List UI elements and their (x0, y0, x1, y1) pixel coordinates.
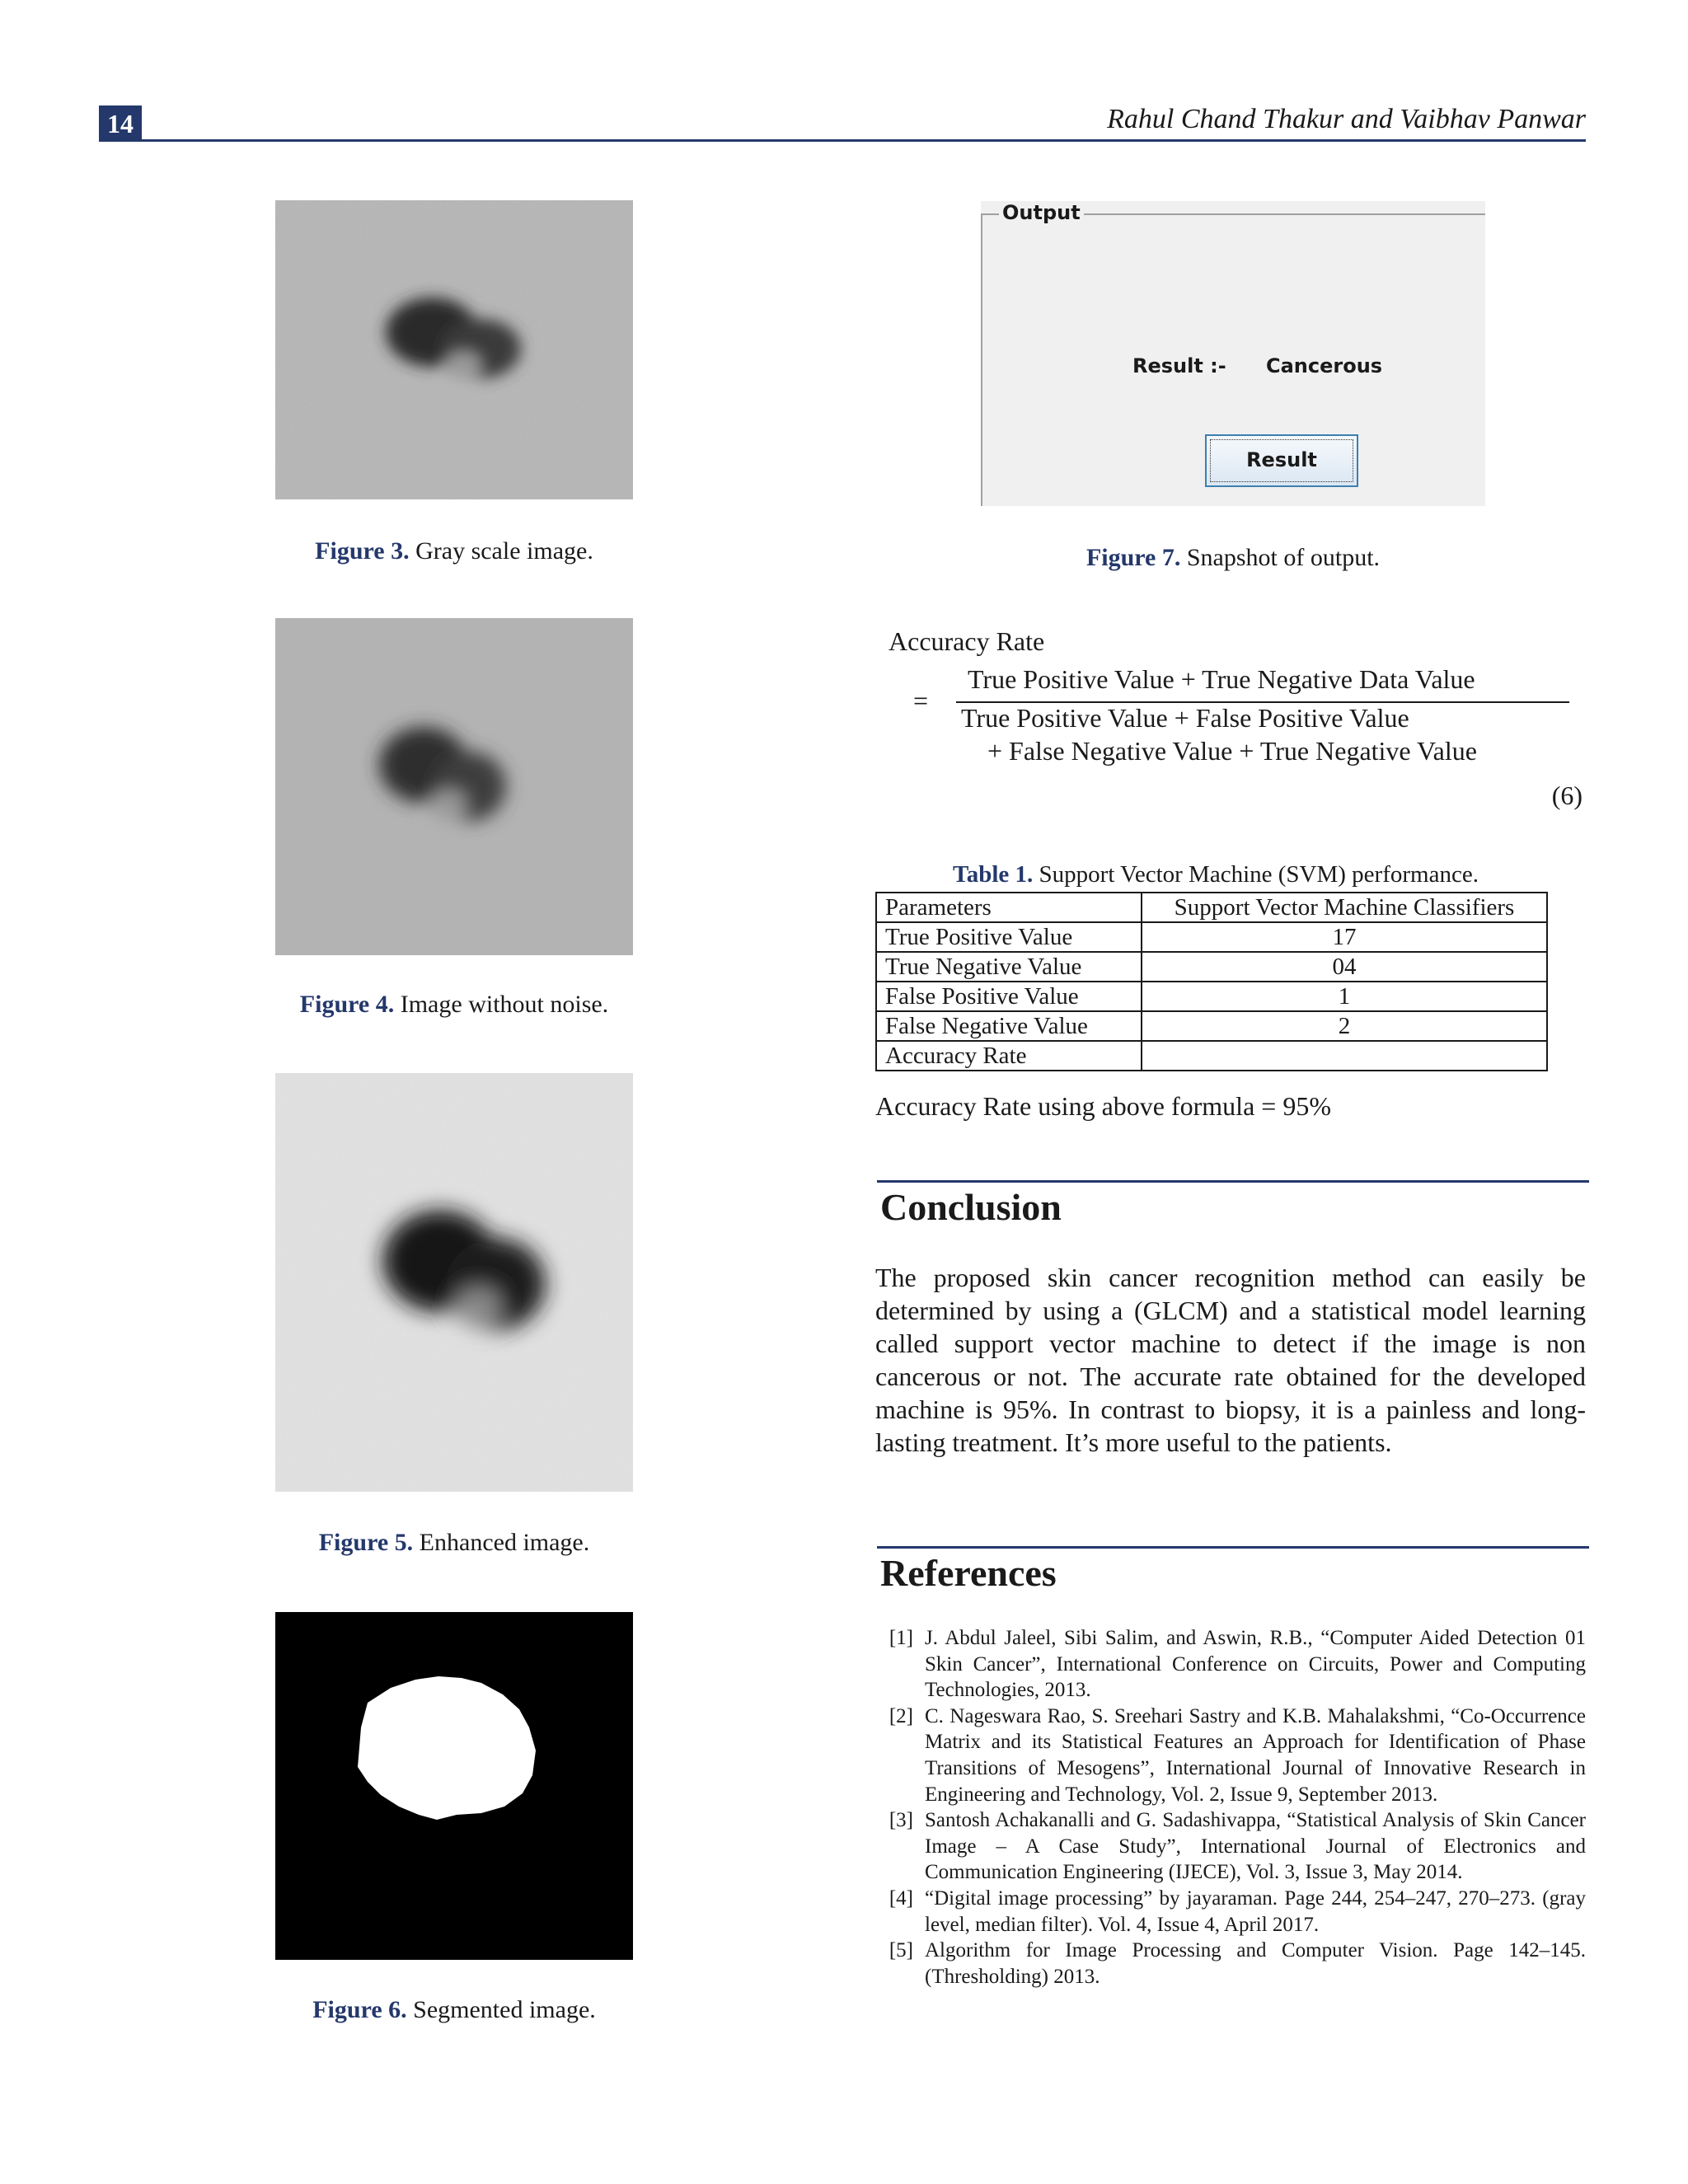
equation-numerator: True Positive Value + True Negative Data Value (968, 664, 1475, 694)
equation-equals-sign: = (913, 686, 929, 715)
equation-lhs: Accuracy Rate (889, 626, 1045, 656)
figure-5-enhanced-image (275, 1073, 633, 1492)
figure-6-caption-text: Segmented image. (413, 1996, 596, 2023)
reference-number: [2] (889, 1704, 913, 1727)
figure-5-caption (275, 1529, 633, 1557)
equation-denominator-line-1: True Positive Value + False Positive Value (961, 703, 1409, 733)
references-rule (877, 1546, 1589, 1549)
reference-item (875, 1625, 1586, 1704)
figure-5-label: Figure 5. (318, 1529, 414, 1556)
conclusion-paragraph: The proposed skin cancer recognition method can easily be determined by using a (GLCM) and a statistical model learning called support vector machine to detect if the image is non cancerous or not. The accurate rate obtained for the developed machine is 95%. In contrast to biopsy, it is a painless and long-lasting treatment. It’s more useful to the patients. (875, 1263, 1586, 1457)
reference-number: [3] (889, 1809, 913, 1832)
figure-4-caption-text: Image without noise. (400, 991, 609, 1018)
equation-number: (6) (1551, 780, 1582, 810)
figure-7-output-snapshot (981, 201, 1485, 506)
figure-6-label: Figure 6. (312, 1996, 407, 2023)
table-cell-parameter: False Positive Value (876, 982, 1142, 1011)
table-1-label: Table 1. (953, 861, 1034, 888)
reference-text: Algorithm for Image Processing and Computer Vision. Page 142–145. (Thresholding) 2013. (925, 1939, 1586, 1988)
table-cell-parameter: False Negative Value (876, 1011, 1142, 1041)
figure-3-grayscale-image (275, 200, 633, 499)
equation-denominator-line-2: + False Negative Value + True Negative Value (987, 736, 1477, 766)
table-header-row (876, 893, 1547, 922)
figure-5-caption-text: Enhanced image. (419, 1529, 590, 1556)
figure-4-label: Figure 4. (299, 991, 395, 1018)
table-row (876, 1011, 1547, 1041)
reference-text: Santosh Achakanalli and G. Sadashivappa, “Statistical Analysis of Skin Cancer Image – A Case Study”, International Journal of Electronics and Communication Engineering (IJECE), Vol. 3, Issue 3, May 2014. (925, 1809, 1586, 1884)
table-header-cell: Support Vector Machine Classifiers (1142, 893, 1547, 922)
table-cell-parameter: Accuracy Rate (876, 1041, 1142, 1071)
running-header-authors: Rahul Chand Thakur and Vaibhav Panwar (1107, 104, 1586, 134)
reference-item (875, 1938, 1586, 1990)
table-cell-parameter: True Negative Value (876, 952, 1142, 982)
figure-4-denoised-image (275, 618, 633, 955)
table-cell-value: 2 (1142, 1011, 1547, 1041)
figure-6-segmented-image (275, 1612, 633, 1960)
table-1-caption (875, 861, 1556, 888)
table-row (876, 922, 1547, 952)
conclusion-rule (877, 1180, 1589, 1183)
table-cell-value: 1 (1142, 982, 1547, 1011)
figure-3-label: Figure 3. (315, 537, 410, 565)
reference-item (875, 1886, 1586, 1938)
figure-3-caption-text: Gray scale image. (415, 537, 593, 565)
figure-7-label: Figure 7. (1085, 544, 1181, 571)
references-list (875, 1625, 1586, 1990)
svm-performance-table (875, 892, 1548, 1071)
reference-number: [4] (889, 1886, 913, 1910)
figure-3-caption (275, 537, 633, 565)
figure-6-caption (275, 1996, 633, 2024)
reference-text: J. Abdul Jaleel, Sibi Salim, and Aswin, R.B., “Computer Aided Detection 01 Skin Cancer”, International Conference on Circuits, Power and Computing Technologies, 2013. (925, 1627, 1586, 1702)
reference-text: “Digital image processing” by jayaraman. Page 244, 254–247, 270–273. (gray level, median filter). Vol. 4, Issue 4, April 2017. (925, 1886, 1586, 1936)
table-header-cell: Parameters (876, 893, 1142, 922)
reference-item (875, 1704, 1586, 1807)
figure-7-caption (981, 544, 1485, 572)
table-cell-parameter: True Positive Value (876, 922, 1142, 952)
reference-item (875, 1807, 1586, 1886)
result-label: Result :- (1132, 354, 1226, 377)
page-number: 14 (99, 105, 142, 142)
reference-number: [1] (889, 1627, 913, 1649)
table-row (876, 952, 1547, 982)
result-button[interactable]: Result (1205, 434, 1358, 487)
result-value: Cancerous (1266, 354, 1383, 377)
figure-7-caption-text: Snapshot of output. (1186, 544, 1381, 571)
references-heading: References (880, 1552, 1057, 1594)
accuracy-result-text: Accuracy Rate using above formula = 95% (875, 1091, 1331, 1121)
figure-4-caption (275, 991, 633, 1019)
table-row (876, 982, 1547, 1011)
header-rule (142, 139, 1586, 142)
table-cell-value (1142, 1041, 1547, 1071)
table-1-caption-text: Support Vector Machine (SVM) performance. (1039, 861, 1479, 888)
table-cell-value: 17 (1142, 922, 1547, 952)
conclusion-heading: Conclusion (880, 1186, 1062, 1228)
output-group-title: Output (999, 201, 1084, 224)
table-row (876, 1041, 1547, 1071)
reference-number: [5] (889, 1939, 913, 1962)
reference-text: C. Nageswara Rao, S. Sreehari Sastry and K.B. Mahalakshmi, “Co-Occurrence Matrix and its Statistical Features an Approach for Identification of Phase Transitions of Mesogens”, International Journal of Innovative Research in Engineering and Technology, Vol. 2, Issue 9, September 2013. (925, 1704, 1586, 1806)
table-cell-value: 04 (1142, 952, 1547, 982)
